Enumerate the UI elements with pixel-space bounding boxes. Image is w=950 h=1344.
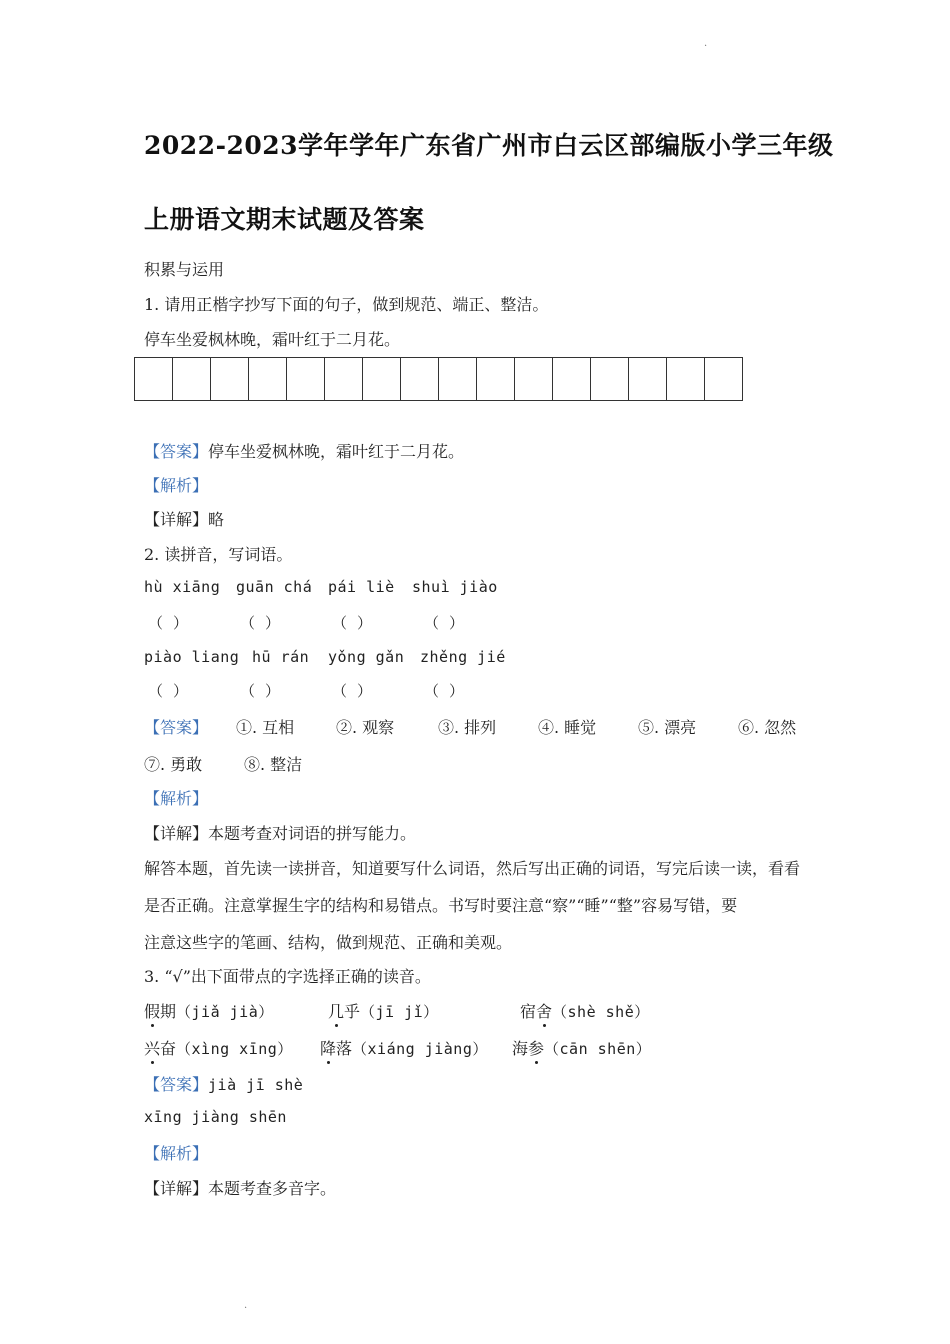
answer-text: jià jī shè <box>208 1076 304 1094</box>
grid-cell <box>135 358 173 400</box>
polyphone-item <box>144 999 274 1022</box>
grid-cell <box>553 358 591 400</box>
grid-cell <box>629 358 667 400</box>
explain-line: 注意这些字的笔画、结构，做到规范、正确和美观。 <box>144 933 513 952</box>
polyphone-item <box>144 1036 293 1059</box>
pinyin-5: piào liang <box>144 648 240 666</box>
dotted-char: 降 <box>320 1039 337 1058</box>
dotted-char: 几 <box>328 1002 345 1021</box>
explain-line: 解答本题，首先读一读拼音，知道要写什么词语，然后写出正确的词语，写完后读一读，看看 <box>144 859 801 878</box>
document-title-line2: 上册语文期末试题及答案 <box>144 205 425 234</box>
detail-text: 略 <box>208 510 225 529</box>
item-char: 落 <box>336 1039 353 1058</box>
grid-cell <box>439 358 477 400</box>
writing-grid <box>134 357 743 401</box>
blank-paren: （ ） <box>332 682 373 700</box>
item-char: 海 <box>512 1039 529 1058</box>
grid-cell <box>363 358 401 400</box>
q1-answer <box>144 439 464 462</box>
dotted-char: 舍 <box>536 1002 553 1021</box>
answer-item: ②. 观察 <box>336 718 395 737</box>
q2-prompt: 2. 读拼音，写词语。 <box>144 545 293 564</box>
footer-mark: . <box>244 1300 248 1311</box>
grid-cell <box>325 358 363 400</box>
detail-text: 本题考查多音字。 <box>208 1179 337 1198</box>
answer-item: ⑧. 整洁 <box>244 755 303 774</box>
answer-item: ④. 睡觉 <box>538 718 597 737</box>
pinyin-7: yǒng gǎn <box>328 648 405 666</box>
q1-prompt: 1. 请用正楷字抄写下面的句子，做到规范、端正、整洁。 <box>144 295 549 314</box>
q2-analysis-tag: 【解析】 <box>144 789 209 808</box>
pinyin-3: pái liè <box>328 578 395 596</box>
answer-item: ⑤. 漂亮 <box>638 718 697 737</box>
answer-tag: 【答案】 <box>144 1075 209 1094</box>
grid-cell <box>287 358 325 400</box>
item-char: 奋 <box>160 1039 177 1058</box>
dotted-char: 假 <box>144 1002 161 1021</box>
section-heading: 积累与运用 <box>144 260 225 279</box>
grid-cell <box>667 358 705 400</box>
q1-detail <box>144 507 224 530</box>
answer-text: 停车坐爱枫林晚，霜叶红于二月花。 <box>208 442 465 461</box>
pinyin-1: hù xiāng <box>144 578 221 596</box>
pinyin-options: （jiǎ jià） <box>176 1003 274 1021</box>
polyphone-item <box>512 1036 651 1059</box>
answer-item: ⑥. 忽然 <box>738 718 797 737</box>
item-char: 期 <box>160 1002 177 1021</box>
answer-item: ③. 排列 <box>438 718 497 737</box>
item-char: 宿 <box>520 1002 537 1021</box>
grid-cell <box>705 358 742 400</box>
q2-detail <box>144 821 416 844</box>
blank-paren: （ ） <box>148 614 189 632</box>
blank-paren: （ ） <box>424 682 465 700</box>
grid-cell <box>515 358 553 400</box>
q3-answer <box>144 1072 303 1095</box>
q3-detail <box>144 1176 336 1199</box>
answer-tag: 【答案】 <box>144 442 209 461</box>
corner-mark: . <box>704 38 708 49</box>
pinyin-options: （xìng xīng） <box>176 1040 293 1058</box>
blank-paren: （ ） <box>148 682 189 700</box>
pinyin-6: hū rán <box>252 648 310 666</box>
pinyin-options: （shè shě） <box>552 1003 650 1021</box>
dotted-char: 参 <box>528 1039 545 1058</box>
answer-item: ⑦. 勇敢 <box>144 755 203 774</box>
item-char: 乎 <box>344 1002 361 1021</box>
blank-paren: （ ） <box>424 614 465 632</box>
q3-prompt: 3. “√”出下面带点的字选择正确的读音。 <box>144 967 431 986</box>
polyphone-item <box>320 1036 488 1059</box>
q3-answer-line2: xīng jiàng shēn <box>144 1108 287 1126</box>
grid-cell <box>249 358 287 400</box>
pinyin-options: （jī jǐ） <box>360 1003 439 1021</box>
pinyin-2: guān chá <box>236 578 313 596</box>
polyphone-item <box>328 999 439 1022</box>
q1-analysis-tag: 【解析】 <box>144 476 209 495</box>
grid-cell <box>477 358 515 400</box>
detail-tag: 【详解】 <box>144 824 209 843</box>
grid-cell <box>401 358 439 400</box>
document-title-line1: 2022-2023学年学年广东省广州市白云区部编版小学三年级 <box>144 131 834 160</box>
q2-answer-tag: 【答案】 <box>144 718 209 737</box>
grid-cell <box>211 358 249 400</box>
q1-sentence: 停车坐爱枫林晚，霜叶红于二月花。 <box>144 330 401 349</box>
polyphone-item <box>520 999 650 1022</box>
detail-tag: 【详解】 <box>144 510 209 529</box>
detail-text: 本题考查对词语的拼写能力。 <box>208 824 417 843</box>
detail-tag: 【详解】 <box>144 1179 209 1198</box>
blank-paren: （ ） <box>240 614 281 632</box>
grid-cell <box>173 358 211 400</box>
pinyin-8: zhěng jié <box>420 648 506 666</box>
blank-paren: （ ） <box>240 682 281 700</box>
answer-item: ①. 互相 <box>236 718 295 737</box>
pinyin-options: （xiáng jiàng） <box>352 1040 488 1058</box>
dotted-char: 兴 <box>144 1039 161 1058</box>
pinyin-options: （cān shēn） <box>544 1040 652 1058</box>
blank-paren: （ ） <box>332 614 373 632</box>
pinyin-4: shuì jiào <box>412 578 498 596</box>
explain-line: 是否正确。注意掌握生字的结构和易错点。书写时要注意“察”“睡”“整”容易写错，要 <box>144 896 738 915</box>
grid-cell <box>591 358 629 400</box>
q3-analysis-tag: 【解析】 <box>144 1144 209 1163</box>
